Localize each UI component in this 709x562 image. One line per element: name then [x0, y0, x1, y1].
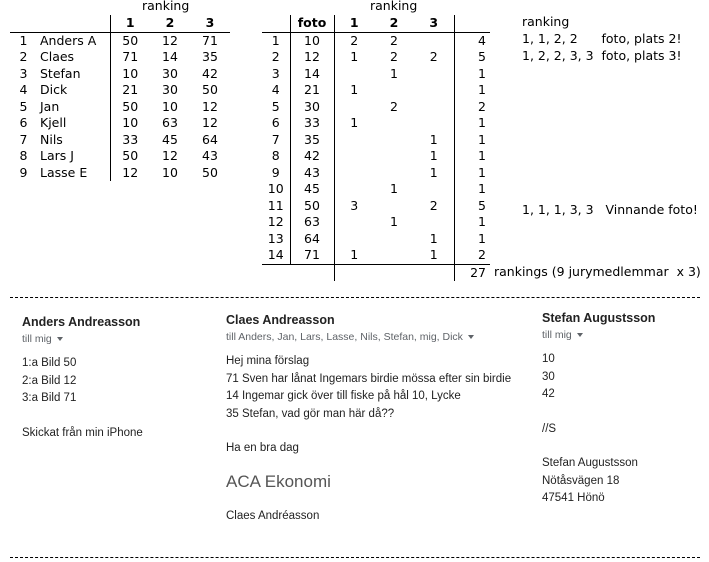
signature-name: Stefan Augustsson [542, 457, 638, 469]
empty-cell [334, 264, 374, 281]
table-row [10, 49, 230, 66]
photo-number: 63 [290, 214, 334, 231]
rank-count [374, 165, 414, 182]
photo-number: 12 [290, 49, 334, 66]
juror-name: Lars J [37, 148, 110, 165]
right-ranking-table [262, 15, 490, 281]
left-table-title: ranking [142, 0, 190, 13]
rank-value: 30 [162, 65, 178, 81]
empty-cell [414, 264, 454, 281]
rank-count: 1 [414, 165, 454, 182]
table-row [262, 32, 490, 49]
email-line: 2:a Bild 12 [22, 374, 77, 387]
rank-value: 42 [202, 65, 218, 81]
caret-down-icon [57, 337, 63, 341]
juror-name: Jan [37, 99, 110, 116]
header-row [10, 15, 230, 32]
row-number: 12 [262, 214, 290, 231]
row-total: 1 [478, 230, 486, 246]
photo-number: 33 [290, 115, 334, 132]
rank-count: 1 [414, 132, 454, 149]
email-sender: Claes Andreasson [226, 313, 335, 327]
photo-number: 21 [290, 82, 334, 99]
header-cell [10, 15, 37, 32]
rank-count [334, 181, 374, 198]
header-row [262, 15, 490, 32]
header-cell [262, 15, 290, 32]
row-number: 9 [19, 164, 28, 180]
column-header: foto [290, 15, 334, 32]
rank-count [334, 66, 374, 83]
recipients-dropdown[interactable] [22, 333, 143, 345]
photo-number: 71 [290, 247, 334, 264]
table-row [262, 82, 490, 99]
juror-name: Claes [37, 49, 110, 66]
table-row [10, 99, 230, 116]
table-row [10, 165, 230, 182]
rank-value: 10 [162, 164, 178, 180]
rank-count [334, 214, 374, 231]
photo-number: 35 [290, 132, 334, 149]
rank-count [374, 115, 414, 132]
email-line: 3:a Bild 71 [22, 392, 77, 404]
table-row [262, 231, 490, 248]
row-number: 2 [262, 49, 290, 66]
notes-heading: ranking [522, 14, 570, 29]
total-note: rankings (9 jurymedlemmar x 3) [494, 264, 701, 279]
company-name: ACA Ekonomi [226, 471, 331, 491]
table-row [262, 165, 490, 182]
rank-value: 50 [122, 148, 139, 163]
rank-count: 1 [390, 65, 398, 81]
rank-count [374, 247, 414, 264]
rank-value: 12 [162, 148, 178, 163]
row-total: 1 [478, 82, 486, 97]
column-header: 3 [205, 15, 215, 30]
grand-total: 27 [454, 264, 490, 281]
row-total: 1 [478, 65, 486, 81]
email-sender: Anders Andreasson [22, 315, 141, 329]
table-row [10, 148, 230, 165]
row-number: 6 [262, 115, 290, 132]
email-line: 71 Sven har lånat Ingemars birdie mössa efter sin birdie [226, 372, 512, 385]
rank-value: 50 [110, 32, 150, 49]
row-total: 1 [478, 214, 486, 229]
left-ranking-table [10, 15, 230, 181]
rank-value: 50 [202, 164, 218, 180]
row-number: 8 [262, 148, 290, 165]
photo-number: 42 [290, 148, 334, 165]
email-line: 35 Stefan, vad gör man här då?? [226, 407, 395, 420]
email-stefan [542, 311, 655, 508]
rank-count [414, 99, 454, 116]
row-number: 14 [262, 247, 290, 264]
right-table-title: ranking [370, 0, 418, 13]
rank-count [374, 82, 414, 99]
table-row [262, 214, 490, 231]
column-header: 1 [125, 15, 135, 30]
note-plats-2: 1, 1, 2, 2 foto, plats 2! [522, 31, 682, 46]
rank-count [414, 66, 454, 83]
rank-value: 10 [122, 65, 139, 81]
table-row [10, 82, 230, 99]
table-row [10, 132, 230, 149]
table-row [262, 247, 490, 264]
row-total: 2 [478, 247, 486, 262]
row-number: 5 [262, 99, 290, 116]
photo-number: 14 [290, 66, 334, 83]
row-number: 2 [19, 49, 28, 64]
photo-number: 43 [290, 165, 334, 182]
caret-down-icon [468, 335, 474, 339]
rank-count [374, 148, 414, 165]
rank-count [334, 165, 374, 182]
rank-count [374, 198, 414, 215]
table-row [262, 181, 490, 198]
rank-value: 35 [202, 49, 218, 64]
rank-count: 1 [350, 82, 359, 97]
table-row [262, 115, 490, 132]
rank-value: 12 [122, 164, 139, 180]
email-line: 1:a Bild 50 [22, 357, 77, 369]
juror-name: Anders A [37, 32, 110, 49]
juror-name: Lasse E [37, 165, 110, 182]
row-total: 2 [478, 98, 486, 114]
rank-value: 10 [122, 115, 139, 130]
empty-cell [374, 264, 414, 281]
email-sign-off: //S [542, 422, 557, 435]
total-row [262, 264, 490, 281]
rank-value: 50 [122, 98, 139, 114]
rank-value: 12 [202, 115, 218, 130]
rank-value: 30 [162, 82, 178, 97]
recipients-dropdown[interactable] [542, 329, 655, 341]
rank-count: 1 [414, 247, 454, 264]
rank-count: 2 [414, 49, 454, 66]
recipients-label: till mig [22, 333, 52, 345]
row-number: 1 [262, 32, 290, 49]
rank-value: 10 [162, 98, 178, 114]
rank-value: 64 [202, 131, 218, 147]
rank-count [414, 214, 454, 231]
recipients-dropdown[interactable] [226, 331, 511, 343]
rank-count: 2 [374, 32, 414, 49]
row-total: 1 [478, 115, 486, 130]
rank-count [414, 82, 454, 99]
column-header: 2 [389, 15, 399, 30]
table-row [262, 49, 490, 66]
photo-number: 45 [290, 181, 334, 198]
table-row [262, 132, 490, 149]
row-number: 6 [19, 115, 28, 130]
email-line: 10 [542, 353, 555, 365]
photo-number: 50 [290, 198, 334, 215]
row-number: 8 [19, 148, 28, 163]
rank-value: 45 [162, 131, 178, 147]
row-number: 9 [262, 165, 290, 182]
rank-value: 71 [190, 32, 230, 49]
row-total: 5 [478, 197, 486, 213]
recipients-label: till Anders, Jan, Lars, Lasse, Nils, Stefan, mig, Dick [226, 331, 463, 343]
photo-number: 64 [290, 231, 334, 248]
email-closing: Ha en bra dag [226, 442, 299, 454]
note-plats-3: 1, 2, 2, 3, 3 foto, plats 3! [522, 48, 682, 63]
rank-count: 1 [414, 148, 454, 165]
rank-count [334, 231, 374, 248]
table-row [262, 66, 490, 83]
email-line: 42 [542, 388, 555, 400]
rank-count [374, 132, 414, 149]
row-total: 1 [478, 131, 486, 147]
rank-count [334, 99, 374, 116]
empty-cell [262, 264, 290, 281]
rank-count: 1 [350, 115, 359, 130]
signature-street: Nötåsvägen 18 [542, 474, 620, 487]
juror-name: Kjell [37, 115, 110, 132]
photo-number: 30 [290, 99, 334, 116]
table-row [10, 115, 230, 132]
email-claes [226, 313, 511, 525]
divider-bottom [10, 557, 700, 558]
row-number: 5 [19, 98, 28, 114]
rank-count: 1 [390, 181, 398, 196]
email-line: 30 [542, 370, 555, 383]
rank-count: 2 [390, 98, 398, 114]
table-row [10, 66, 230, 83]
rank-count: 1 [414, 231, 454, 248]
email-sender: Stefan Augustsson [542, 311, 656, 325]
rank-count: 3 [350, 197, 359, 213]
rank-value: 33 [122, 131, 139, 147]
empty-cell [290, 264, 334, 281]
row-total: 1 [478, 148, 486, 163]
row-number: 3 [262, 66, 290, 83]
email-line: Hej mina förslag [226, 355, 310, 367]
rank-count [334, 148, 374, 165]
rank-value: 14 [162, 49, 178, 64]
juror-name: Nils [37, 132, 110, 149]
row-total: 1 [478, 164, 486, 180]
row-total: 5 [478, 49, 486, 64]
note-winner: 1, 1, 1, 3, 3 Vinnande foto! [522, 202, 698, 217]
row-total: 4 [454, 32, 490, 49]
rank-value: 12 [202, 98, 218, 114]
header-cell [454, 15, 490, 32]
row-number: 1 [10, 32, 37, 49]
photo-number: 10 [290, 32, 334, 49]
row-number: 11 [262, 198, 290, 215]
rank-count: 2 [390, 49, 398, 64]
rank-value: 12 [150, 32, 190, 49]
column-header: 3 [414, 15, 454, 32]
juror-name: Dick [37, 82, 110, 99]
caret-down-icon [577, 333, 583, 337]
email-signature: Claes Andréasson [226, 509, 320, 522]
table-row [262, 148, 490, 165]
rank-count [374, 231, 414, 248]
row-number: 10 [262, 181, 290, 198]
rank-count [334, 132, 374, 149]
row-number: 7 [19, 131, 28, 147]
email-footer: Skickat från min iPhone [22, 426, 143, 439]
rank-value: 21 [122, 82, 139, 97]
row-total: 1 [478, 181, 486, 196]
rank-value: 63 [162, 115, 178, 130]
rank-count: 2 [334, 32, 374, 49]
table-row [10, 32, 230, 49]
rank-count [414, 181, 454, 198]
email-anders [22, 315, 143, 442]
rank-value: 71 [122, 49, 139, 64]
row-number: 7 [262, 132, 290, 149]
signature-city: 47541 Hönö [542, 492, 605, 504]
rank-count: 1 [390, 214, 398, 229]
header-cell [37, 15, 110, 32]
column-header: 1 [349, 15, 359, 30]
table-row [262, 99, 490, 116]
row-number: 4 [262, 82, 290, 99]
row-number: 4 [19, 82, 28, 97]
juror-name: Stefan [37, 66, 110, 83]
column-header: 2 [165, 15, 175, 30]
rank-count [414, 32, 454, 49]
divider-top [10, 297, 700, 298]
rank-count [414, 115, 454, 132]
row-number: 3 [19, 65, 28, 81]
rank-value: 50 [202, 82, 218, 97]
table-row [262, 198, 490, 215]
row-number: 13 [262, 231, 290, 248]
recipients-label: till mig [542, 329, 572, 341]
rank-count: 1 [350, 247, 359, 262]
rank-count: 1 [350, 49, 359, 64]
email-line: 14 Ingemar gick över till fiske på hål 10, Lycke [226, 390, 461, 402]
rank-count: 2 [414, 198, 454, 215]
rank-value: 43 [202, 148, 218, 163]
